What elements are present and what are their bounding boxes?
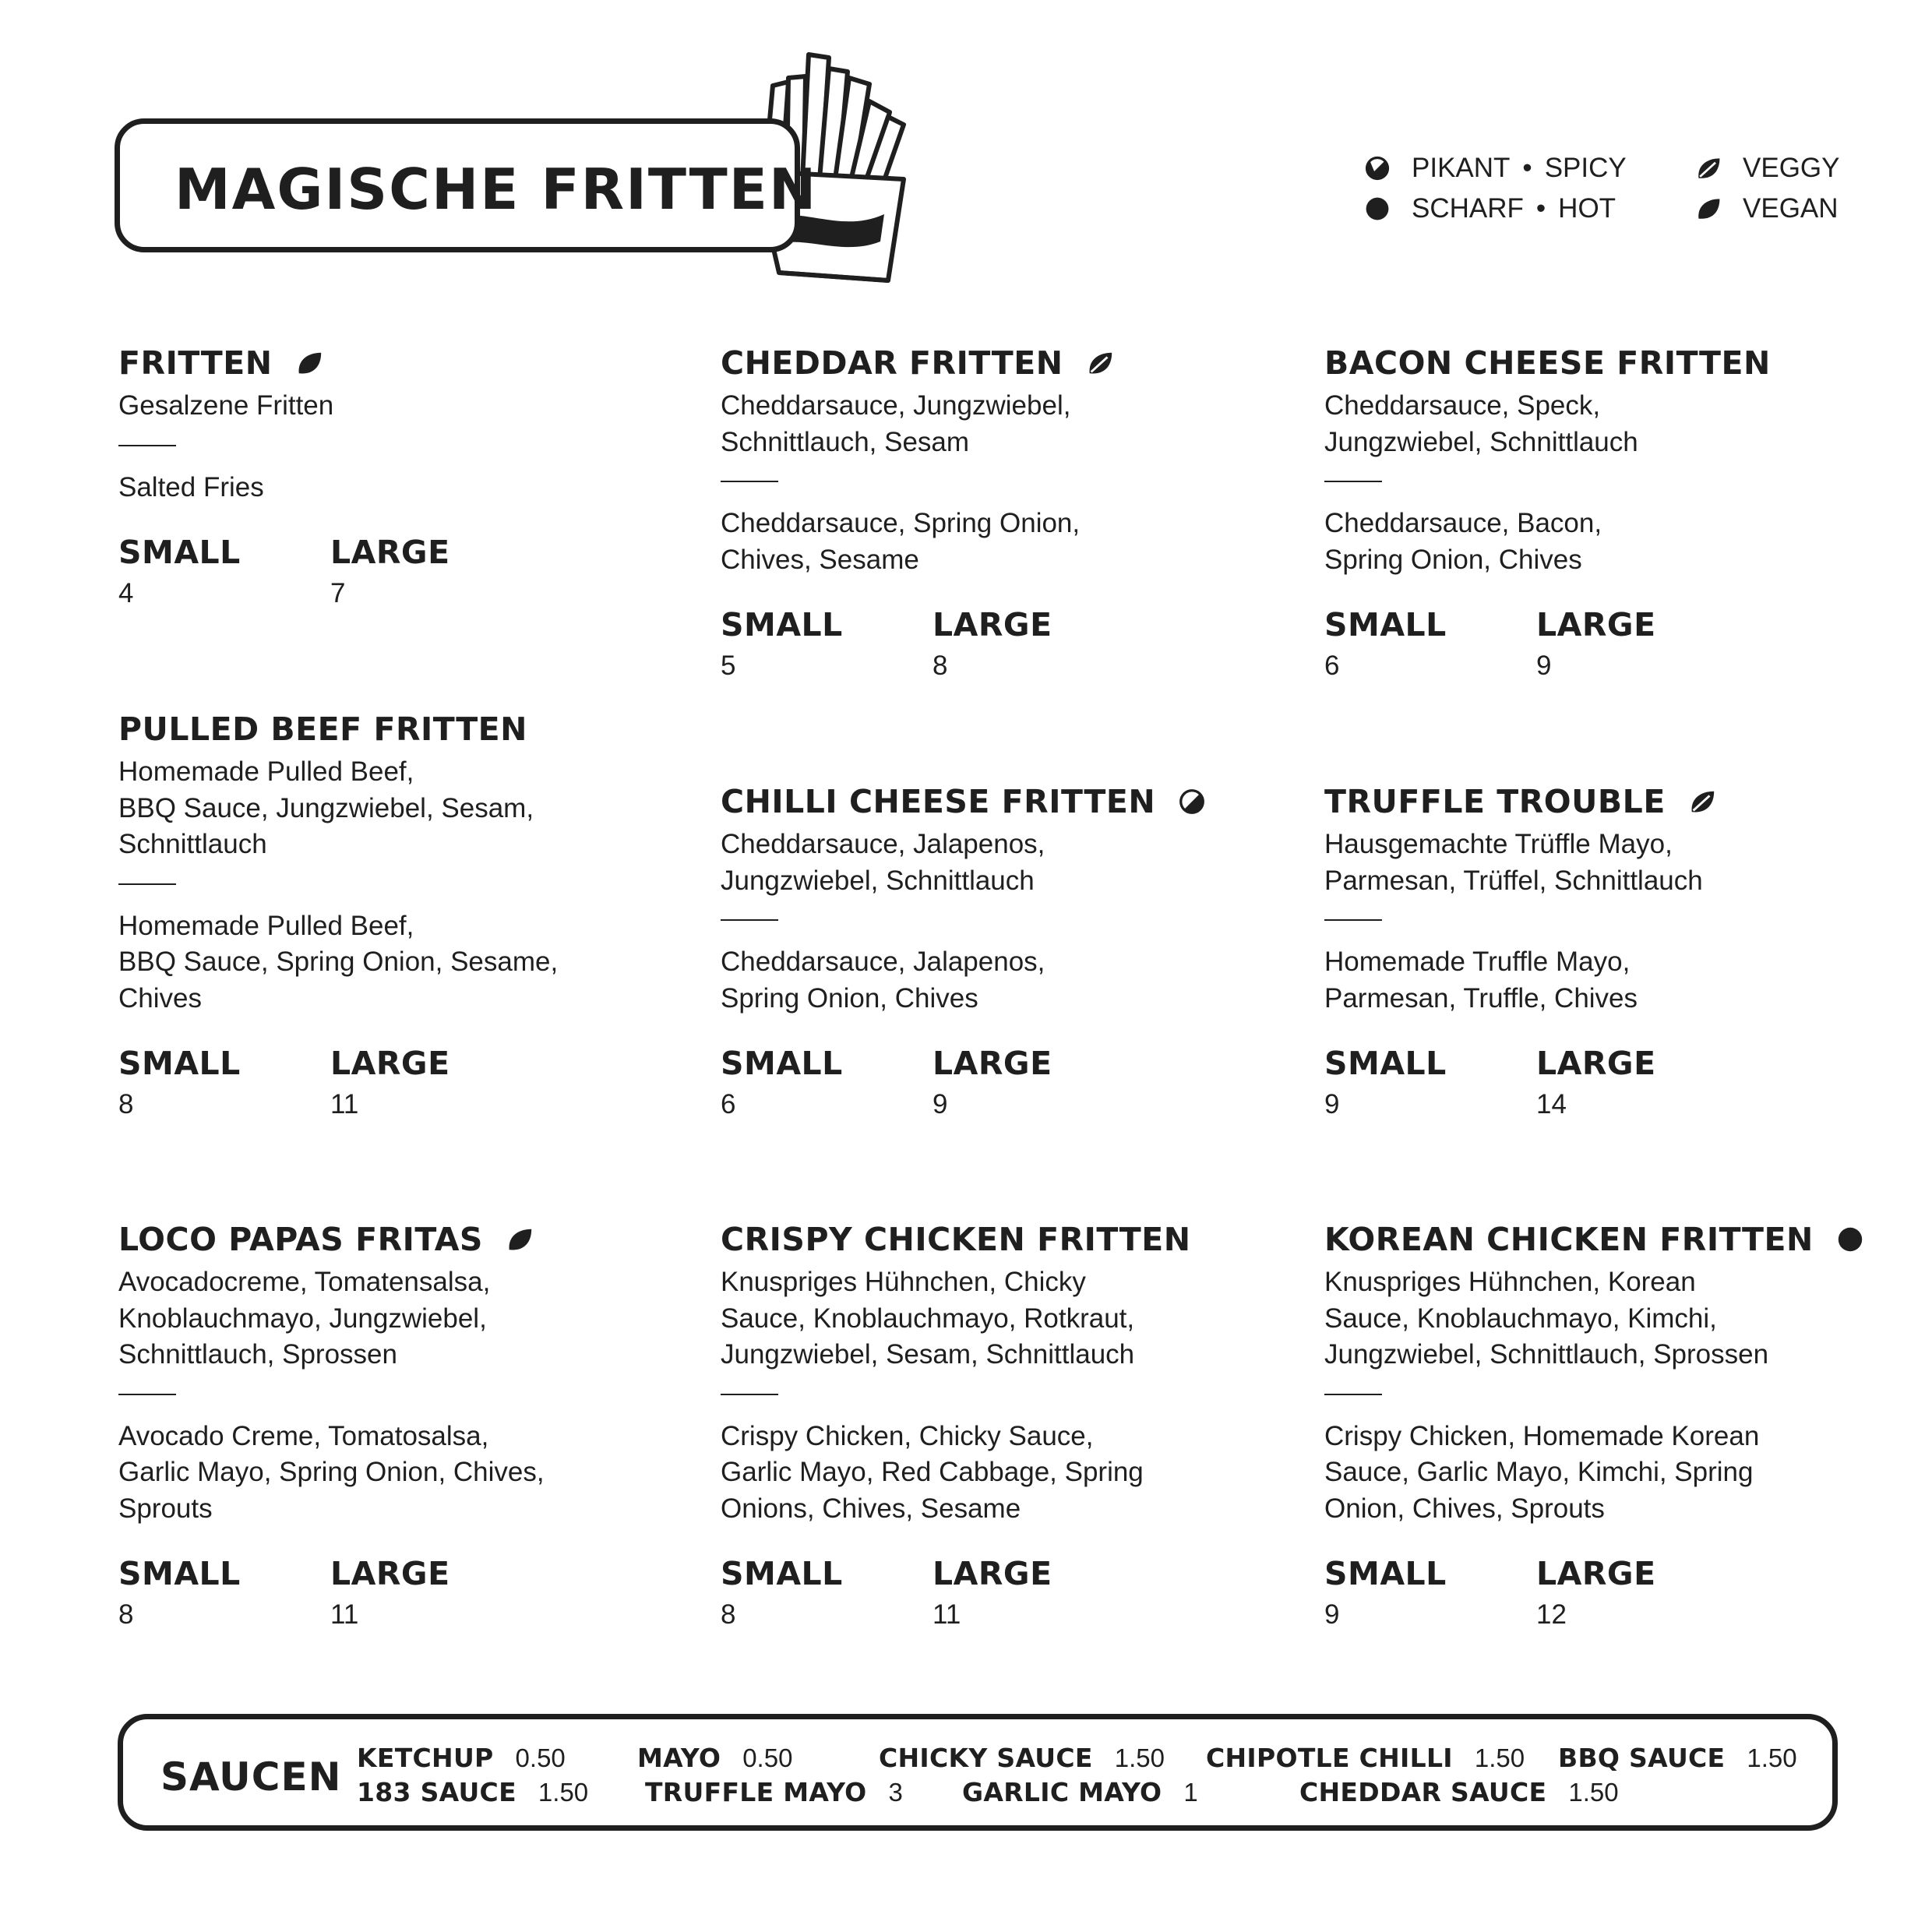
divider xyxy=(118,445,176,446)
vegan-icon xyxy=(505,1225,534,1254)
sauce-item xyxy=(1299,1777,1619,1807)
menu-item-desc-de: Cheddarsauce, Jalapenos, Jungzwiebel, Schnittlauch xyxy=(721,829,1045,896)
size-small-price: 9 xyxy=(1324,1089,1340,1119)
size-large-label: LARGE xyxy=(330,1045,450,1082)
size-large-price: 11 xyxy=(330,1599,359,1630)
size-small xyxy=(118,1043,330,1123)
sauce-price: 1.50 xyxy=(1747,1743,1797,1772)
size-small-price: 8 xyxy=(118,1599,134,1630)
spicy-icon xyxy=(1363,154,1391,182)
menu-item-name: BACON CHEESE FRITTEN xyxy=(1324,344,1771,382)
menu-item xyxy=(1324,781,1885,1123)
menu-item-desc-de: Avocadocreme, Tomatensalsa, Knoblauchmayo, Jungzwiebel, Schnittlauch, Sprossen xyxy=(118,1267,491,1370)
sauce-item xyxy=(357,1743,566,1773)
menu-item-desc-de: Gesalzene Fritten xyxy=(118,390,334,421)
menu-item xyxy=(118,709,679,1123)
size-small-label: SMALL xyxy=(721,606,843,643)
sauce-price: 0.50 xyxy=(742,1743,793,1772)
size-small-price: 6 xyxy=(1324,650,1340,681)
sauce-name: CHIPOTLE CHILLI xyxy=(1206,1743,1453,1773)
size-large xyxy=(1536,1043,1748,1123)
size-large-price: 14 xyxy=(1536,1089,1567,1119)
size-small xyxy=(118,1553,330,1633)
menu-item-desc-en: Salted Fries xyxy=(118,471,264,502)
menu-item-name: LOCO PAPAS FRITAS xyxy=(118,1221,483,1258)
hot-icon xyxy=(1363,195,1391,223)
size-small-label: SMALL xyxy=(721,1045,843,1082)
legend-vegan xyxy=(1694,189,1839,229)
menu-item-header xyxy=(118,343,679,383)
menu-item-desc-de: Cheddarsauce, Speck, Jungzwiebel, Schnittlauch xyxy=(1324,390,1638,457)
legend-diet xyxy=(1694,148,1839,229)
legend-spicy-de: PIKANT xyxy=(1412,153,1511,183)
size-small-label: SMALL xyxy=(721,1555,843,1592)
menu-item-desc-en: Avocado Creme, Tomatosalsa, Garlic Mayo, Spring Onion, Chives, Sprouts xyxy=(118,1420,545,1524)
size-prices xyxy=(721,1043,1282,1123)
menu-item-header xyxy=(721,1219,1282,1260)
size-small-label: SMALL xyxy=(1324,1045,1447,1082)
menu-item-header xyxy=(118,709,679,749)
sauce-name: GARLIC MAYO xyxy=(962,1777,1162,1807)
menu-item-desc-de: Knuspriges Hühnchen, Korean Sauce, Knoblauchmayo, Kimchi, Jungzwiebel, Schnittlauch, Sprossen xyxy=(1324,1267,1769,1370)
spicy-icon xyxy=(1177,787,1207,816)
legend-vegan-label: VEGAN xyxy=(1743,193,1839,224)
size-large xyxy=(330,1553,542,1633)
sauce-price: 1.50 xyxy=(538,1778,589,1807)
menu-item-name: PULLED BEEF FRITTEN xyxy=(118,710,527,748)
sauce-item xyxy=(962,1777,1198,1807)
sauce-item xyxy=(1558,1743,1797,1773)
menu-item xyxy=(721,1219,1282,1633)
size-prices xyxy=(1324,1043,1885,1123)
size-small xyxy=(1324,1553,1536,1633)
size-small-price: 8 xyxy=(721,1599,736,1630)
size-prices xyxy=(118,1043,679,1123)
divider xyxy=(1324,919,1382,921)
menu-item-header xyxy=(1324,343,1885,383)
size-large xyxy=(933,1553,1144,1633)
size-small-label: SMALL xyxy=(118,534,241,571)
menu-item-desc-en: Crispy Chicken, Homemade Korean Sauce, Garlic Mayo, Kimchi, Spring Onion, Chives, Sprouts xyxy=(1324,1420,1760,1524)
size-large-label: LARGE xyxy=(330,1555,450,1592)
size-small-price: 5 xyxy=(721,650,736,681)
size-large xyxy=(933,605,1144,684)
menu-item-header xyxy=(118,1219,679,1260)
menu-item-desc-en: Homemade Pulled Beef, BBQ Sauce, Spring Onion, Sesame, Chives xyxy=(118,910,559,1014)
size-small-label: SMALL xyxy=(1324,1555,1447,1592)
menu-item-desc-en: Homemade Truffle Mayo, Parmesan, Truffle, Chives xyxy=(1324,947,1638,1014)
legend-veggy-label: VEGGY xyxy=(1743,153,1840,183)
size-small-price: 6 xyxy=(721,1089,736,1119)
divider xyxy=(118,883,176,885)
legend-spicy xyxy=(1363,148,1627,189)
size-small-label: SMALL xyxy=(118,1045,241,1082)
legend-hot-de: SCHARF xyxy=(1412,193,1524,224)
legend-spicy-en: SPICY xyxy=(1544,153,1627,183)
menu-item-header xyxy=(1324,781,1885,822)
legend-hot xyxy=(1363,189,1627,229)
size-large-label: LARGE xyxy=(933,1555,1052,1592)
menu-item xyxy=(118,343,679,612)
menu-item-desc-en: Cheddarsauce, Spring Onion, Chives, Sesame xyxy=(721,508,1081,575)
menu-item-desc-de: Hausgemachte Trüffle Mayo, Parmesan, Trüffel, Schnittlauch xyxy=(1324,829,1703,896)
size-small xyxy=(118,532,330,612)
size-large-price: 11 xyxy=(330,1089,359,1119)
sauce-name: TRUFFLE MAYO xyxy=(645,1777,867,1807)
menu-item-name: CHEDDAR FRITTEN xyxy=(721,344,1063,382)
menu-item-desc-de: Knuspriges Hühnchen, Chicky Sauce, Knoblauchmayo, Rotkraut, Jungzwiebel, Sesam, Schnittlauch xyxy=(721,1267,1135,1370)
sauce-price: 3 xyxy=(888,1778,903,1807)
menu-item xyxy=(721,781,1282,1123)
size-prices xyxy=(721,605,1282,684)
sauce-name: 183 SAUCE xyxy=(357,1777,516,1807)
sauce-name: KETCHUP xyxy=(357,1743,494,1773)
size-large-label: LARGE xyxy=(1536,1045,1656,1082)
size-small xyxy=(721,605,933,684)
menu-item-name: CHILLI CHEESE FRITTEN xyxy=(721,783,1156,820)
menu-item-desc-en: Cheddarsauce, Jalapenos, Spring Onion, Chives xyxy=(721,947,1045,1014)
veggy-icon xyxy=(1694,154,1722,182)
menu-item-name: FRITTEN xyxy=(118,344,273,382)
menu-item xyxy=(1324,1219,1885,1633)
size-large-label: LARGE xyxy=(933,1045,1052,1082)
sauce-name: CHEDDAR SAUCE xyxy=(1299,1777,1547,1807)
menu-item xyxy=(721,343,1282,684)
menu-item-desc-en: Cheddarsauce, Bacon, Spring Onion, Chives xyxy=(1324,508,1602,575)
legend-heat xyxy=(1363,148,1627,229)
divider xyxy=(721,919,778,921)
title-banner xyxy=(115,118,818,252)
legend-dot: • xyxy=(1535,193,1546,224)
sauces-box xyxy=(118,1714,1838,1831)
size-small xyxy=(1324,1043,1536,1123)
sauce-item xyxy=(879,1743,1165,1773)
hot-icon xyxy=(1835,1225,1865,1254)
size-small-price: 8 xyxy=(118,1089,134,1119)
divider xyxy=(1324,481,1382,482)
size-small xyxy=(721,1553,933,1633)
sauce-price: 0.50 xyxy=(515,1743,566,1772)
legend-hot-en: HOT xyxy=(1558,193,1616,224)
size-prices xyxy=(1324,1553,1885,1633)
menu-item-desc-de: Homemade Pulled Beef, BBQ Sauce, Jungzwiebel, Sesam, Schnittlauch xyxy=(118,756,534,859)
menu-item-name: TRUFFLE TROUBLE xyxy=(1324,783,1666,820)
menu-item-header xyxy=(1324,1219,1885,1260)
sauce-price: 1 xyxy=(1183,1778,1198,1807)
menu-item xyxy=(1324,343,1885,684)
sauce-name: MAYO xyxy=(637,1743,721,1773)
size-large-price: 12 xyxy=(1536,1599,1567,1630)
size-small xyxy=(721,1043,933,1123)
size-large xyxy=(933,1043,1144,1123)
sauce-item xyxy=(357,1777,588,1807)
legend-dot: • xyxy=(1522,153,1532,183)
divider xyxy=(118,1394,176,1395)
menu-item xyxy=(118,1219,679,1633)
size-large xyxy=(1536,1553,1748,1633)
divider xyxy=(1324,1394,1382,1395)
sauces-title: SAUCEN xyxy=(160,1754,342,1800)
size-large-price: 9 xyxy=(1536,650,1552,681)
page-title: MAGISCHE FRITTEN xyxy=(175,157,818,222)
size-large-price: 9 xyxy=(933,1089,948,1119)
sauce-price: 1.50 xyxy=(1568,1778,1619,1807)
size-prices xyxy=(1324,605,1885,684)
divider xyxy=(721,481,778,482)
sauce-price: 1.50 xyxy=(1474,1743,1525,1772)
size-prices xyxy=(118,1553,679,1633)
size-prices xyxy=(118,532,679,612)
sauce-name: CHICKY SAUCE xyxy=(879,1743,1093,1773)
size-small-label: SMALL xyxy=(1324,606,1447,643)
size-large-price: 11 xyxy=(933,1599,961,1630)
menu-item-header xyxy=(721,781,1282,822)
size-large-label: LARGE xyxy=(330,534,450,571)
size-large-label: LARGE xyxy=(933,606,1052,643)
sauce-item xyxy=(1206,1743,1525,1773)
legend-veggy xyxy=(1694,148,1839,189)
sauce-item xyxy=(645,1777,903,1807)
size-large-label: LARGE xyxy=(1536,1555,1656,1592)
divider xyxy=(721,1394,778,1395)
menu-item-name: CRISPY CHICKEN FRITTEN xyxy=(721,1221,1191,1258)
size-large xyxy=(1536,605,1748,684)
size-small-price: 9 xyxy=(1324,1599,1340,1630)
menu-item-header xyxy=(721,343,1282,383)
size-small-price: 4 xyxy=(118,578,134,608)
sauce-item xyxy=(637,1743,792,1773)
size-large-label: LARGE xyxy=(1536,606,1656,643)
veggy-icon xyxy=(1085,348,1115,378)
sauce-name: BBQ SAUCE xyxy=(1558,1743,1726,1773)
vegan-icon xyxy=(294,348,324,378)
veggy-icon xyxy=(1687,787,1717,816)
sauce-price: 1.50 xyxy=(1114,1743,1165,1772)
size-prices xyxy=(721,1553,1282,1633)
size-small-label: SMALL xyxy=(118,1555,241,1592)
size-large xyxy=(330,1043,542,1123)
size-large xyxy=(330,532,542,612)
menu-item-desc-de: Cheddarsauce, Jungzwiebel, Schnittlauch, Sesam xyxy=(721,390,1071,457)
size-large-price: 8 xyxy=(933,650,948,681)
size-small xyxy=(1324,605,1536,684)
menu-item-desc-en: Crispy Chicken, Chicky Sauce, Garlic Mayo, Red Cabbage, Spring Onions, Chives, Sesame xyxy=(721,1420,1144,1524)
size-large-price: 7 xyxy=(330,578,346,608)
menu-item-name: KOREAN CHICKEN FRITTEN xyxy=(1324,1221,1814,1258)
vegan-icon xyxy=(1694,195,1722,223)
